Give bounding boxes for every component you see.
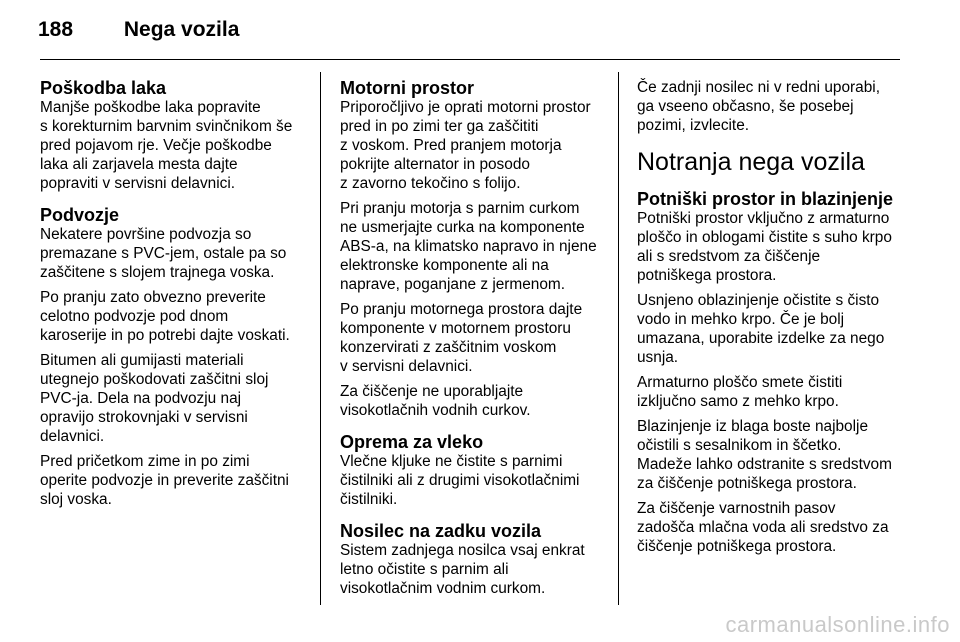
column-divider-2: [618, 72, 619, 605]
section-heading: Potniški prostor in blazinjenje: [637, 189, 894, 209]
page-number: 188: [38, 18, 74, 41]
page-title: Nega vozila: [123, 18, 240, 41]
section-engine-compartment: [340, 78, 608, 420]
section-rear-carrier: [340, 521, 608, 598]
paragraph: Priporočljivo je oprati motorni prostor pred in po zimi ter ga zaščititi z voskom. Pred pranjem motorja pokrijte alternator in posodo z zavorno tekočino s folijo.: [340, 99, 591, 192]
watermark: carmanualsonline.info: [725, 612, 950, 637]
paragraph: Usnjeno oblazinjenje očistite s čisto vodo in mehko krpo. Če je bolj umazana, uporabite izdelke za nego usnja.: [637, 292, 885, 366]
paragraph: Za čiščenje ne uporabljajte visokotlačnih vodnih curkov.: [340, 383, 531, 419]
section-heading: Podvozje: [40, 205, 120, 225]
section-paint-damage: [40, 78, 308, 193]
paragraph: Sistem zadnjega nosilca vsaj enkrat letno očistite s parnim ali visokotlačnim vodnim curkom.: [340, 542, 585, 597]
paragraph: Pri pranju motorja s parnim curkom ne usmerjajte curka na komponente ABS-a, na klimatsko napravo in njene elektronske komponente ali na naprave, poganjane z jermenom.: [340, 200, 597, 293]
column-3: [637, 78, 905, 568]
section-heading: Oprema za vleko: [340, 432, 484, 452]
paragraph: Bitumen ali gumijasti materiali utegnejo poškodovati zaščitni sloj PVC-ja. Dela na podvozju naj opravijo strokovnjaki v servisni delavnici.: [40, 352, 269, 445]
paragraph: Pred pričetkom zime in po zimi operite podvozje in preverite zaščitni sloj voska.: [40, 453, 289, 508]
paragraph: Vlečne kljuke ne čistite s parnimi čistilniki ali z drugimi visokotlačnimi čistilniki.: [340, 453, 580, 508]
column-2: [340, 78, 608, 610]
section-heading: Motorni prostor: [340, 78, 474, 98]
column-divider-1: [320, 72, 321, 605]
paragraph: Potniški prostor vključno z armaturno ploščo in oblogami čistite s suho krpo ali s sredstvom za čiščenje potniškega prostora.: [637, 210, 892, 284]
section-heading: Poškodba laka: [40, 78, 167, 98]
section-heading: Nosilec na zadku vozila: [340, 521, 542, 541]
header-divider: [40, 59, 900, 60]
chapter-heading: Notranja nega vozila: [637, 148, 865, 176]
paragraph: Za čiščenje varnostnih pasov zadošča mlačna voda ali sredstvo za čiščenje potniškega prostora.: [637, 500, 889, 555]
paragraph: Blazinjenje iz blaga boste najbolje očistili s sesalnikom in ščetko. Madeže lahko odstranite s sredstvom za čiščenje potniškega prostora.: [637, 418, 892, 492]
section-towing-equipment: [340, 432, 608, 509]
page-header: [38, 18, 239, 42]
section-interior-upholstery: [637, 189, 905, 556]
section-underbody: [40, 205, 308, 509]
paragraph: Po pranju motornega prostora dajte komponente v motornem prostoru konzervirati z zaščitnim voskom v servisni delavnici.: [340, 301, 583, 375]
paragraph: Nekatere površine podvozja so premazane s PVC-jem, ostale pa so zaščitene s slojem trajnega voska.: [40, 226, 287, 281]
paragraph: Po pranju zato obvezno preverite celotno podvozje pod dnom karoserije in po potrebi dajte voskati.: [40, 289, 290, 344]
paragraph: Če zadnji nosilec ni v redni uporabi, ga vseeno občasno, še posebej pozimi, izvlecite.: [637, 79, 880, 134]
paragraph: Manjše poškodbe laka popravite s korekturnim barvnim svinčnikom še pred pojavom rje. Večje poškodbe laka ali zarjavela mesta dajte popraviti v servisni delavnici.: [40, 99, 293, 192]
paragraph: Armaturno ploščo smete čistiti izključno samo z mehko krpo.: [637, 374, 843, 410]
column-1: [40, 78, 308, 521]
